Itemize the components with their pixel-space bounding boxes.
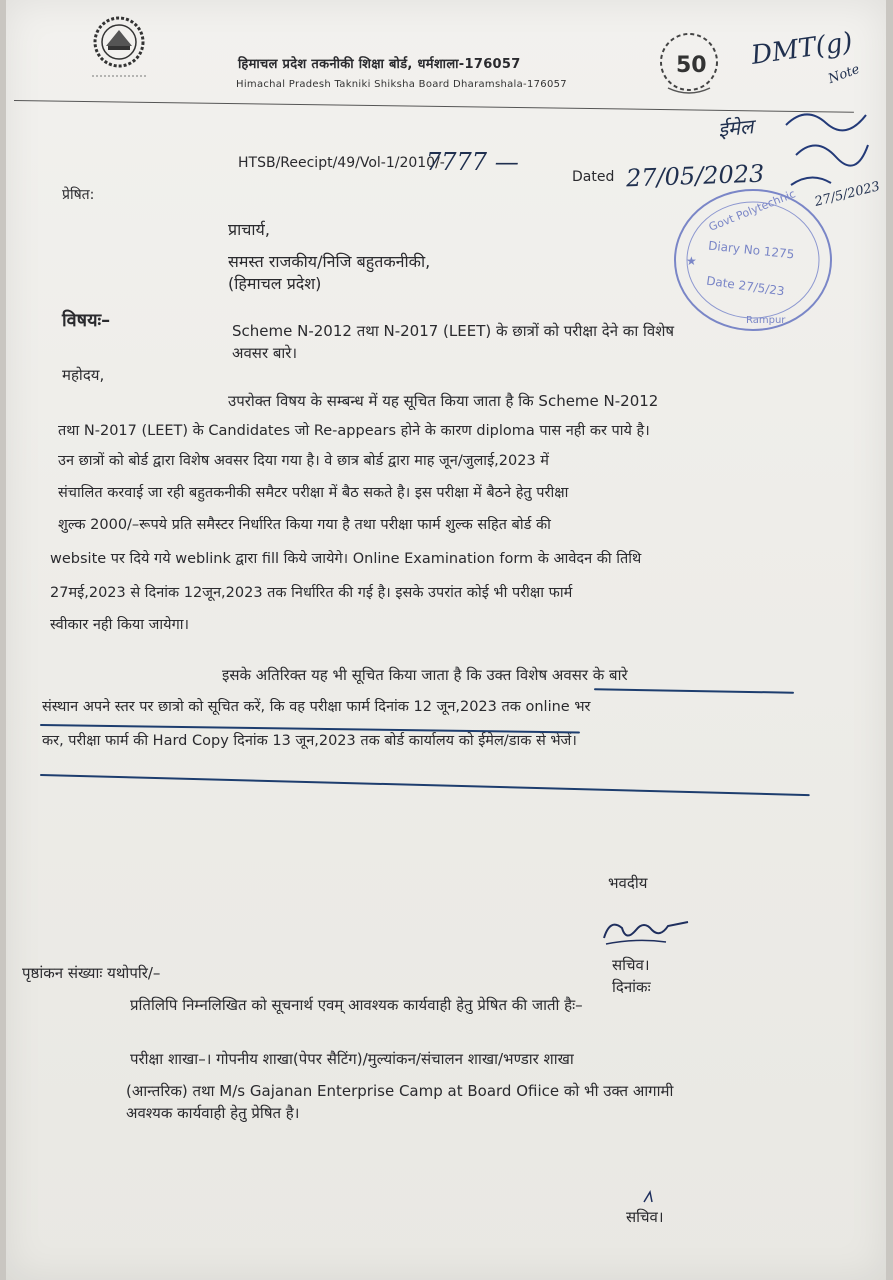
subject-line-2: अवसर बारे। (232, 344, 298, 362)
initial-mark-icon (640, 1188, 660, 1206)
body-p1-line: स्वीकार नही किया जायेगा। (50, 617, 190, 633)
endorsement-recipient-line: अवश्यक कार्यवाही हेतु प्रेषित है। (126, 1104, 300, 1122)
svg-text:50: 50 (676, 53, 707, 78)
org-name-hindi: हिमाचल प्रदेश तकनीकी शिक्षा बोर्ड, धर्मशाला-176057 (238, 57, 521, 72)
signature-icon (596, 908, 696, 952)
header-divider (14, 100, 854, 113)
salutation: महोदय, (62, 366, 105, 384)
stamp-date: Date 27/5/23 (705, 273, 786, 299)
endorsement-copy-line: प्रतिलिपि निम्नलिखित को सूचनार्थ एवम् आवश्यक कार्यवाही हेतु प्रेषित की जाती हैः– (130, 996, 583, 1014)
addressee-line-1: प्राचार्य, (228, 220, 270, 239)
subject-label: विषयः– (62, 310, 111, 331)
endorsement-number: पृष्ठांकन संख्याः यथोपरि/– (22, 964, 161, 982)
reference-number: HTSB/Reecipt/49/Vol-1/2010/- (238, 155, 445, 171)
body-p1-line: संचालित करवाई जा रही बहुतकनीकी समैटर परीक्षा में बैठ सकते है। इस परीक्षा में बैठने हेतु परीक्षा (58, 485, 569, 501)
handwritten-note-email: ईमेल (716, 114, 755, 142)
subject-line-1: Scheme N-2012 तथा N-2017 (LEET) के छात्रों को परीक्षा देने का विशेष (232, 322, 675, 340)
endorsement-recipient-line: (आन्तरिक) तथा M/s Gajanan Enterprise Camp at Board Ofiice को भी उक्त आगामी (126, 1082, 674, 1100)
org-name-english: Himachal Pradesh Takniki Shiksha Board Dharamshala-176057 (236, 79, 567, 90)
stamp-institution: Govt Polytechnic (706, 187, 798, 234)
svg-text:★: ★ (686, 254, 697, 268)
body-p1-line: 27मई,2023 से दिनांक 12जून,2023 तक निर्धारित की गई है। इसके उपरांत कोई भी परीक्षा फार्म (50, 585, 573, 601)
body-p1-line: उन छात्रों को बोर्ड द्वारा विशेष अवसर दिया गया है। वे छात्र बोर्ड द्वारा माह जून/जुलाई,2023 में (58, 453, 549, 469)
body-p1-line: उपरोक्त विषय के सम्बन्ध में यह सूचित किया जाता है कि Scheme N-2012 (228, 392, 659, 410)
body-p1-line: website पर दिये गये weblink द्वारा fill किये जायेगे। Online Examination form के आवेदन की तिथि (50, 551, 642, 567)
ink-underline (594, 688, 794, 693)
body-p2-line: कर, परीक्षा फार्म की Hard Copy दिनांक 13 जून,2023 तक बोर्ड कार्यालय को ईमेल/डाक से भेजें। (42, 733, 577, 749)
reference-number-handwritten: 7777 — (426, 148, 519, 176)
addressee-line-2: समस्त राजकीय/निजि बहुतकनीकी, (228, 252, 431, 271)
handwritten-date-note: 27/5/2023 (813, 179, 882, 210)
stamp-diary-number: Diary No 1275 (707, 238, 795, 262)
closing-bhavdiya: भवदीय (608, 874, 648, 892)
endorsement-sachiv: सचिव। (626, 1208, 664, 1226)
handwritten-scribble-icon (776, 85, 876, 195)
dated-label: Dated (572, 169, 615, 185)
preshit-label: प्रेषित: (62, 187, 95, 203)
board-logo-icon (88, 12, 150, 84)
dated-value: 27/05/2023 (625, 159, 765, 193)
addressee-line-3: (हिमाचल प्रदेश) (228, 274, 322, 293)
stamp-place: Rampur (746, 315, 786, 326)
body-p2-line: संस्थान अपने स्तर पर छात्रो को सूचित करें, कि वह परीक्षा फार्म दिनांक 12 जून,2023 तक online भर (42, 699, 591, 715)
handwritten-note-a: Note (826, 61, 862, 88)
letter-page (6, 0, 886, 1280)
body-p1-line: शुल्क 2000/–रूपये प्रति समैस्टर निर्धारित किया गया है तथा परीक्षा फार्म शुल्क सहित बोर्ड की (58, 517, 551, 533)
closing-sachiv: सचिव। (612, 956, 650, 974)
handwritten-top-note: DMT(g) (749, 27, 855, 71)
endorsement-recipient-line: परीक्षा शाखा–। गोपनीय शाखा(पेपर सैटिंग)/मुल्यांकन/संचालन शाखा/भण्डार शाखा (130, 1050, 574, 1068)
body-p1-line: तथा N-2017 (LEET) के Candidates जो Re-appears होने के कारण diploma पास नही कर पाये है। (58, 423, 650, 439)
closing-dinank: दिनांकः (612, 978, 651, 996)
ink-underline (40, 774, 810, 796)
body-p2-line: इसके अतिरिक्त यह भी सूचित किया जाता है कि उक्त विशेष अवसर के बारे (222, 666, 628, 684)
jubilee-emblem-icon (656, 28, 722, 100)
